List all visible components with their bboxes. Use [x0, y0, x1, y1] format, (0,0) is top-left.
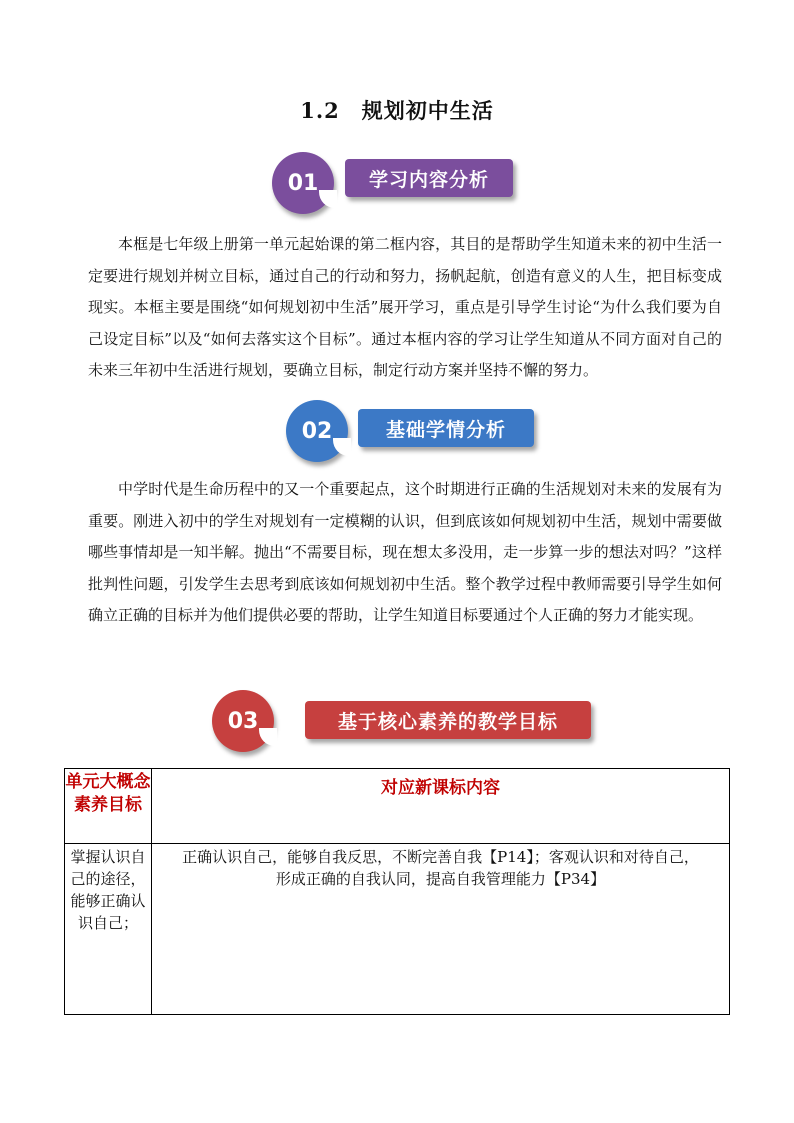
header-curriculum: 对应新课标内容 — [152, 769, 730, 844]
badge-number-03: 03 — [212, 690, 274, 752]
student-analysis-paragraph: 中学时代是生命历程中的又一个重要起点，这个时期进行正确的生活规划对未来的发展有为重要。刚进入初中的学生对规划有一定模糊的认识，但到底该如何规划初中生活，规划中需要做哪些事情却是一知半解。抛出“不需要目标，现在想太多没用，走一步算一步的想法对吗？”这样批判性问题，引发学生去思考到底该如何规划初中生活。整个教学过程中教师需要引导学生如何确立正确的目标并为他们提供必要的帮助，让学生知道目标要通过个人正确的努力才能实现。 — [88, 480, 722, 624]
section-badge-01 — [272, 152, 517, 214]
table-header-row — [65, 769, 730, 844]
badge-number-01: 01 — [272, 152, 334, 214]
section-badge-02 — [286, 400, 540, 462]
badge-label-01: 学习内容分析 — [345, 159, 513, 197]
section-number: 1.2 — [300, 98, 340, 123]
badge-label-02: 基础学情分析 — [358, 409, 534, 447]
header-unit-concept: 单元大概念素养目标 — [65, 769, 152, 844]
section-badge-03 — [212, 690, 596, 752]
curriculum-line-2: 形成正确的自我认同，提高自我管理能力【P34】 — [275, 870, 606, 888]
badge-label-03: 基于核心素养的教学目标 — [305, 701, 591, 739]
page-title — [0, 95, 794, 125]
teaching-goals-table — [64, 768, 730, 1015]
curriculum-line-1: 正确认识自己，能够自我反思，不断完善自我【P14】；客观认识和对待自己， — [182, 848, 699, 866]
title-text: 规划初中生活 — [361, 98, 494, 123]
table-row — [65, 844, 730, 1015]
goal-cell: 掌握认识自己的途径，能够正确认识自己； — [65, 844, 152, 1015]
badge-number-02: 02 — [286, 400, 348, 462]
curriculum-cell — [152, 844, 730, 1015]
content-analysis-paragraph: 本框是七年级上册第一单元起始课的第二框内容，其目的是帮助学生知道未来的初中生活一定要进行规划并树立目标，通过自己的行动和努力，扬帆起航，创造有意义的人生，把目标变成现实。本框主要是围绕“如何规划初中生活”展开学习，重点是引导学生讨论“为什么我们要为自己设定目标”以及“如何去落实这个目标”。通过本框内容的学习让学生知道从不同方面对自己的未来三年初中生活进行规划，要确立目标，制定行动方案并坚持不懈的努力。 — [88, 235, 722, 379]
